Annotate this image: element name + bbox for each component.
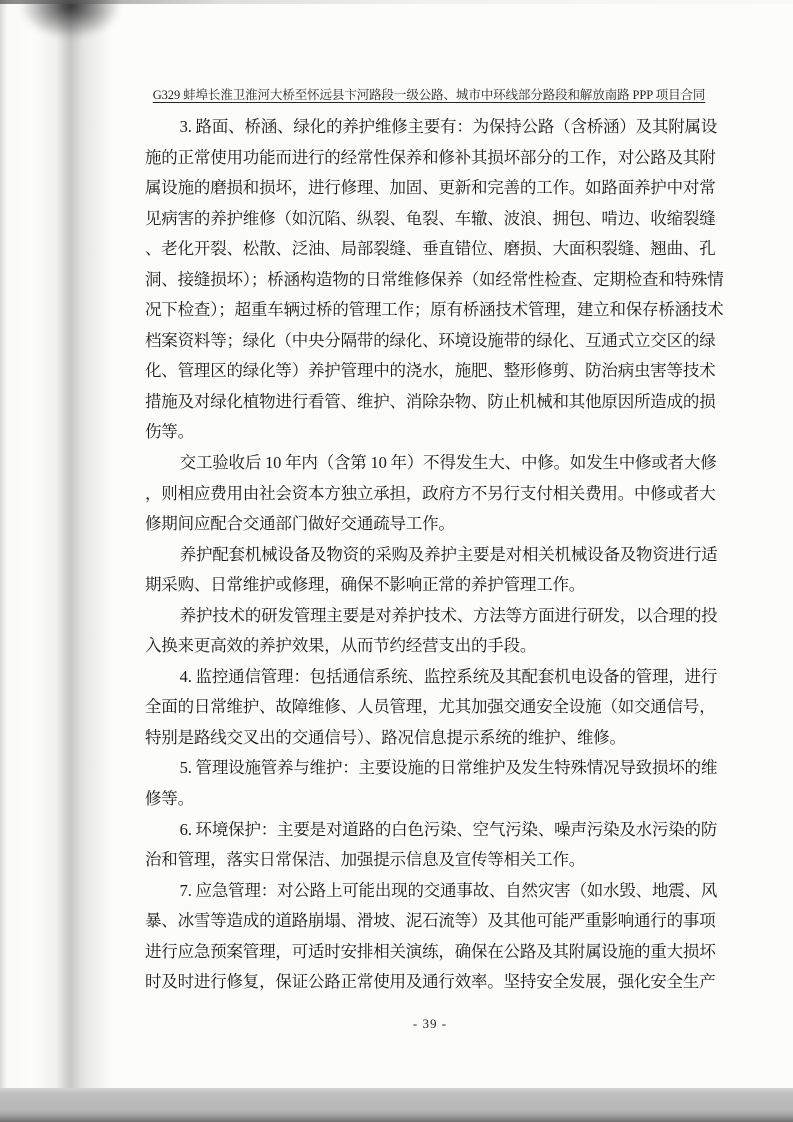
document-header-title: G329 蚌埠长淮卫淮河大桥至怀远县卞河路段一级公路、城市中环线部分路段和解放南路 PPP 项目合同 — [152, 88, 706, 102]
text-line: 措施及对绿化植物进行看管、维护、消除杂物、防止机械和其他原因所造成的损 — [145, 391, 716, 411]
scan-top-edge — [0, 0, 793, 4]
text-line: 3. 路面、桥涵、绿化的养护维修主要有：为保持公路（含桥涵）及其附属设 — [179, 117, 718, 136]
text-line: 、老化开裂、松散、泛油、局部裂缝、垂直错位、磨损、大面积裂缝、翘曲、孔 — [145, 239, 716, 259]
text-line: 养护配套机械设备及物资的采购及养护主要是对相关机械设备及物资进行适 — [179, 544, 718, 564]
text-line: 洞、接缝损坏）；桥涵构造物的日常维修保养（如经常性检查、定期检查和特殊情 — [145, 269, 724, 289]
text-line: 7. 应急管理：对公路上可能出现的交通事故、自然灾害（如水毁、地震、风 — [179, 880, 718, 900]
scan-spine-shadow — [0, 0, 140, 1122]
text-line: ，则相应费用由社会资本方独立承担，政府方不另行支付相关费用。中修或者大 — [145, 483, 716, 503]
text-line: 时及时进行修复，保证公路正常使用及通行效率。坚持安全发展，强化安全生产 — [145, 972, 716, 992]
text-line: 特别是路线交叉出的交通信号）、路况信息提示系统的维护、维修。 — [145, 727, 626, 747]
text-line: 况下检查）；超重车辆过桥的管理工作；原有桥涵技术管理，建立和保存桥涵技术 — [145, 300, 724, 320]
text-line: 化、管理区的绿化等）养护管理中的浇水，施肥、整形修剪、防治病虫害等技术 — [145, 361, 716, 381]
page-number: - 39 - — [412, 1016, 448, 1031]
document-body — [145, 112, 723, 998]
text-line: 4. 监控通信管理：包括通信系统、监控系统及其配套机电设备的管理，进行 — [179, 666, 718, 686]
text-line: 入换来更高效的养护效果，从而节约经营支出的手段。 — [145, 636, 537, 656]
text-line: 见病害的养护维修（如沉陷、纵裂、龟裂、车辙、波浪、拥包、啃边、收缩裂缝 — [145, 208, 716, 228]
text-line: 养护技术的研发管理主要是对养护技术、方法等方面进行研发，以合理的投 — [179, 605, 718, 625]
text-line: 6. 环境保护：主要是对道路的白色污染、空气污染、噪声污染及水污染的防 — [179, 819, 718, 839]
text-line: 期采购、日常维护或修理，确保不影响正常的养护管理工作。 — [145, 575, 586, 595]
text-line: 暴、冰雪等造成的道路崩塌、滑坡、泥石流等）及其他可能严重影响通行的事项 — [145, 911, 716, 931]
text-line: 伤等。 — [145, 422, 194, 442]
text-line: 交工验收后 10 年内（含第 10 年）不得发生大、中修。如发生中修或者大修 — [179, 453, 717, 473]
scan-bottom-edge — [0, 1088, 793, 1122]
text-line: 属设施的磨损和损坏，进行修理、加固、更新和完善的工作。如路面养护中对常 — [145, 178, 716, 198]
text-line: 档案资料等；绿化（中央分隔带的绿化、环境设施带的绿化、互通式立交区的绿 — [145, 330, 716, 350]
text-line: 治和管理，落实日常保洁、加强提示信息及宣传等相关工作。 — [145, 850, 586, 870]
text-line: 全面的日常维护、故障维修、人员管理，尤其加强交通安全设施（如交通信号， — [145, 697, 716, 717]
text-line: 修期间应配合交通部门做好交通疏导工作。 — [145, 514, 455, 534]
text-line: 进行应急预案管理，可适时安排相关演练，确保在公路及其附属设施的重大损坏 — [145, 941, 716, 961]
text-line: 5. 管理设施管养与维护：主要设施的日常维护及发生特殊情况导致损坏的维 — [179, 758, 718, 778]
scan-top-corner-shadow — [18, 0, 123, 40]
text-line: 施的正常使用功能而进行的经常性保养和修补其损坏部分的工作，对公路及其附 — [145, 147, 716, 167]
text-line: 修等。 — [145, 789, 194, 809]
